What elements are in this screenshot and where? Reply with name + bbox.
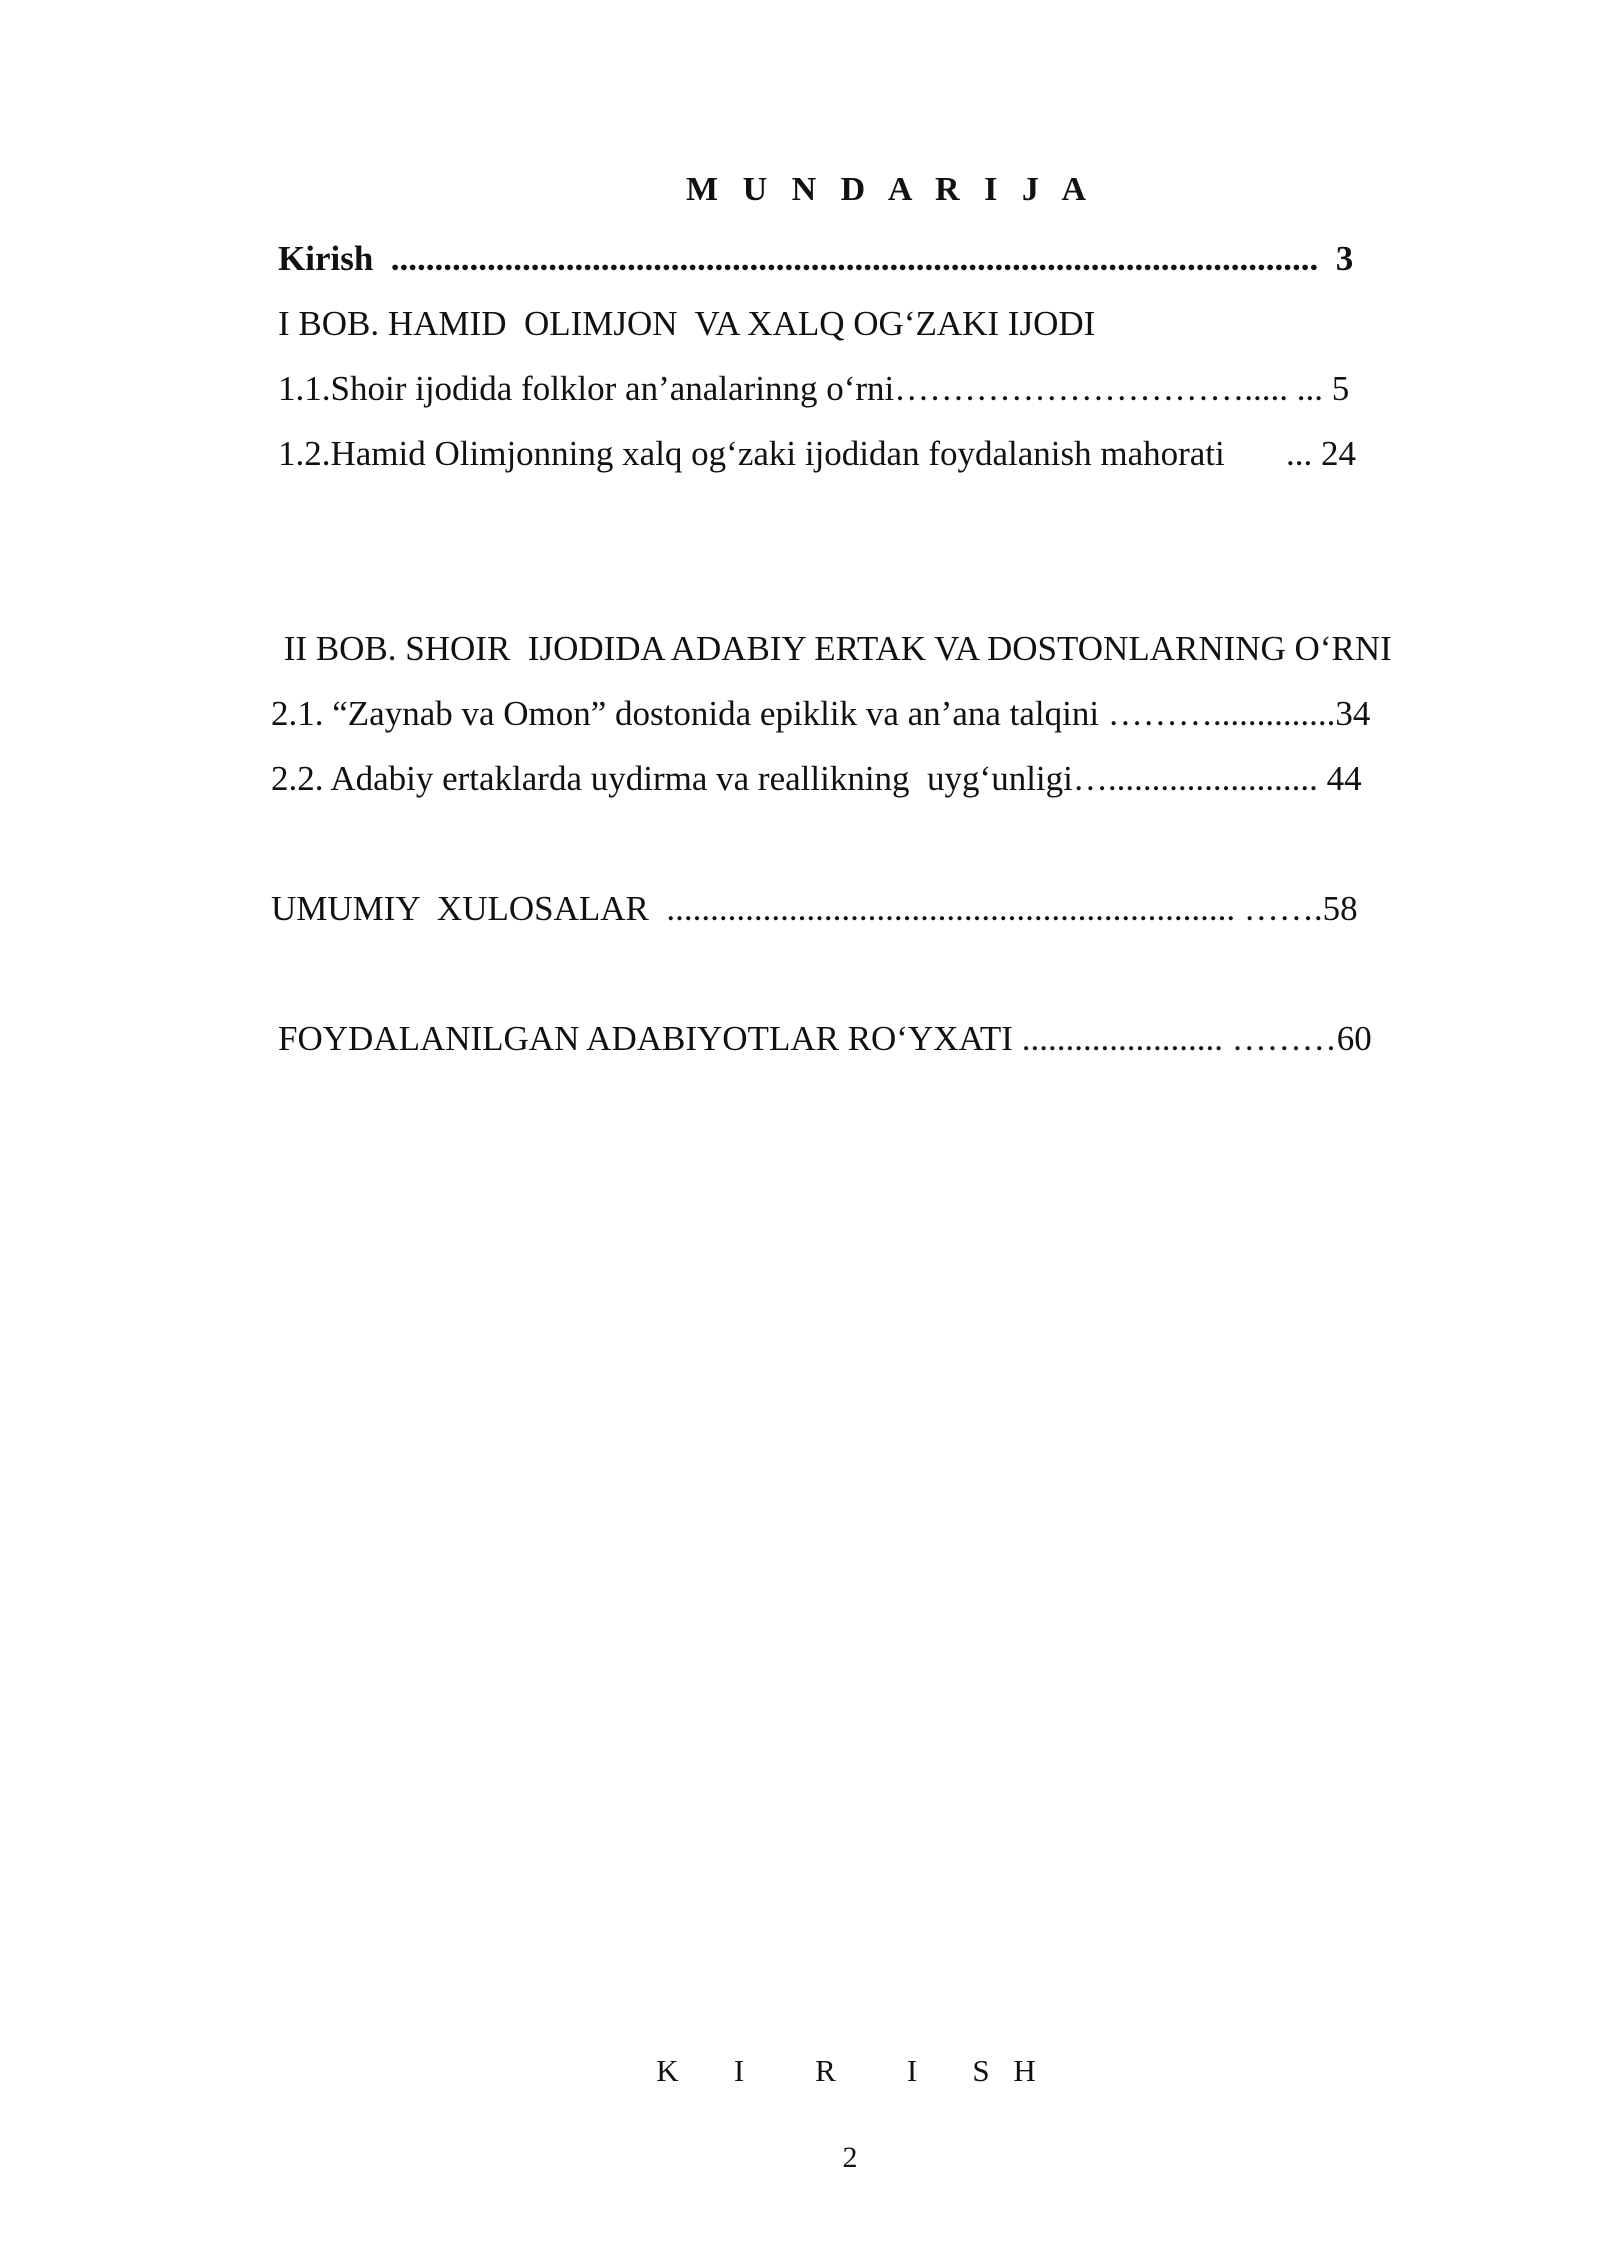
toc-chapter-2: II BOB. SHOIR IJODIDA ADABIY ERTAK VA DOSTONLARNING O‘RNI [275, 629, 1392, 668]
toc-section-2-2: 2.2. Adabiy ertaklarda uydirma va reallikning uyg‘unligi…........................ 44 [271, 759, 1362, 798]
toc-title: M U N D A R I J A [685, 171, 1095, 208]
toc-section-1-1: 1.1.Shoir ijodida folklor an’analarinng o‘rni…………………………..... ... 5 [278, 369, 1350, 408]
next-section-heading: K I R I S H [656, 2053, 1044, 2088]
toc-section-2-1: 2.1. “Zaynab va Omon” dostonida epiklik va an’ana talqini ………..............34 [271, 694, 1371, 733]
toc-entry-conclusions: UMUMIY XULOSALAR ................................................................. …….58 [271, 889, 1358, 928]
toc-chapter-1: I BOB. HAMID OLIMJON VA XALQ OG‘ZAKI IJODI [278, 304, 1096, 343]
toc-section-1-2: 1.2.Hamid Olimjonning xalq og‘zaki ijodidan foydalanish mahorati ... 24 [278, 434, 1357, 473]
toc-entry-kirish: Kirish .......................................................................................................... 3 [278, 239, 1354, 278]
page-number: 2 [842, 2141, 858, 2174]
toc-entry-references: FOYDALANILGAN ADABIYOTLAR RO‘YXATI ....................... ………60 [278, 1019, 1372, 1058]
